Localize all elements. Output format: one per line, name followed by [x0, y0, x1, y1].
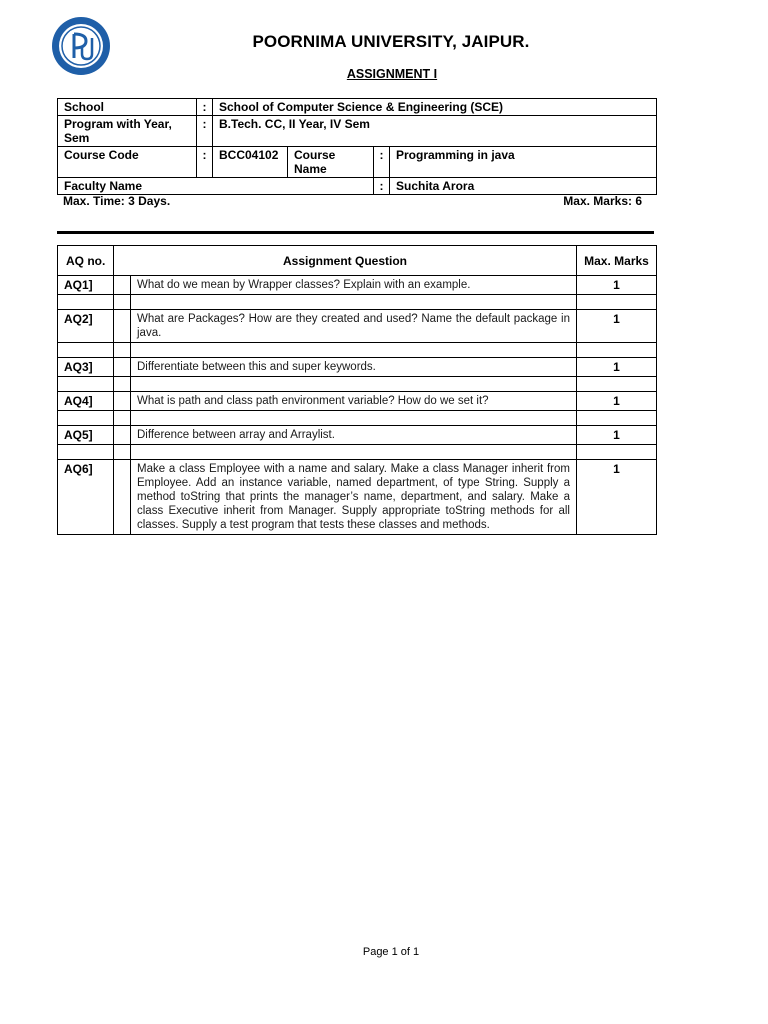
course-name-value: Programming in java — [390, 147, 657, 178]
question-marks: 1 — [577, 276, 657, 295]
course-code-value: BCC04102 — [213, 147, 288, 178]
question-row — [58, 276, 657, 295]
spacer-row — [58, 295, 657, 310]
spacer-cell — [577, 411, 657, 426]
spacer-cell — [131, 295, 577, 310]
program-value: B.Tech. CC, II Year, IV Sem — [213, 116, 657, 147]
question-number: AQ5] — [58, 426, 114, 445]
question-number: AQ3] — [58, 358, 114, 377]
question-text: Make a class Employee with a name and salary. Make a class Manager inherit from Employee. Add an instance variable, named department, of type String. Supply a method toString that prints the manager’s name, department, and salary. Make a class Executive inherit from Manager. Supply appropriate toString methods for all classes. Supply a test program that tests these classes and methods. — [131, 460, 577, 535]
spacer-cell — [58, 411, 114, 426]
question-marks: 1 — [577, 426, 657, 445]
spacer-cell — [114, 377, 131, 392]
spacer-cell — [58, 343, 114, 358]
spacer-row — [58, 343, 657, 358]
divider-rule — [57, 231, 654, 234]
spacer-cell — [114, 392, 131, 411]
school-label: School — [58, 99, 197, 116]
question-marks: 1 — [577, 358, 657, 377]
question-row — [58, 460, 657, 535]
question-text: What is path and class path environment variable? How do we set it? — [131, 392, 577, 411]
colon: : — [197, 147, 213, 178]
university-title: POORNIMA UNIVERSITY, JAIPUR. — [252, 32, 530, 51]
program-label: Program with Year, Sem — [58, 116, 197, 147]
spacer-cell — [114, 276, 131, 295]
spacer-row — [58, 445, 657, 460]
questions-table — [57, 245, 657, 535]
colon: : — [197, 116, 213, 147]
page-number: Page 1 of 1 — [362, 946, 420, 958]
course-info-table — [57, 98, 657, 195]
spacer-row — [58, 377, 657, 392]
course-name-label: Course Name — [288, 147, 374, 178]
spacer-cell — [131, 343, 577, 358]
colon: : — [197, 99, 213, 116]
question-number: AQ6] — [58, 460, 114, 535]
spacer-cell — [577, 343, 657, 358]
course-code-label: Course Code — [58, 147, 197, 178]
spacer-cell — [58, 377, 114, 392]
spacer-cell — [114, 460, 131, 535]
question-number: AQ1] — [58, 276, 114, 295]
spacer-cell — [577, 445, 657, 460]
max-marks: Max. Marks: 6 — [563, 194, 642, 208]
spacer-row — [58, 411, 657, 426]
header-marks: Max. Marks — [577, 246, 657, 276]
question-text: What are Packages? How are they created and used? Name the default package in java. — [131, 310, 577, 343]
school-value: School of Computer Science & Engineering (SCE) — [213, 99, 657, 116]
max-time: Max. Time: 3 Days. — [63, 194, 171, 208]
header-question: Assignment Question — [114, 246, 577, 276]
question-row — [58, 392, 657, 411]
faculty-value: Suchita Arora — [390, 178, 657, 195]
assignment-title: ASSIGNMENT I — [346, 67, 438, 81]
faculty-label: Faculty Name — [58, 178, 374, 195]
spacer-cell — [114, 411, 131, 426]
question-row — [58, 310, 657, 343]
question-text: Difference between array and Arraylist. — [131, 426, 577, 445]
question-text: What do we mean by Wrapper classes? Explain with an example. — [131, 276, 577, 295]
spacer-cell — [58, 295, 114, 310]
question-row — [58, 358, 657, 377]
spacer-cell — [114, 426, 131, 445]
colon: : — [374, 147, 390, 178]
spacer-cell — [577, 295, 657, 310]
spacer-cell — [114, 358, 131, 377]
question-text: Differentiate between this and super keywords. — [131, 358, 577, 377]
spacer-cell — [114, 445, 131, 460]
spacer-cell — [131, 411, 577, 426]
spacer-cell — [114, 310, 131, 343]
question-marks: 1 — [577, 310, 657, 343]
header-aq-no: AQ no. — [58, 246, 114, 276]
spacer-cell — [58, 445, 114, 460]
spacer-cell — [114, 343, 131, 358]
spacer-cell — [131, 445, 577, 460]
question-number: AQ2] — [58, 310, 114, 343]
spacer-cell — [131, 377, 577, 392]
spacer-cell — [577, 377, 657, 392]
question-row — [58, 426, 657, 445]
question-marks: 1 — [577, 460, 657, 535]
question-marks: 1 — [577, 392, 657, 411]
question-number: AQ4] — [58, 392, 114, 411]
spacer-cell — [114, 295, 131, 310]
colon: : — [374, 178, 390, 195]
